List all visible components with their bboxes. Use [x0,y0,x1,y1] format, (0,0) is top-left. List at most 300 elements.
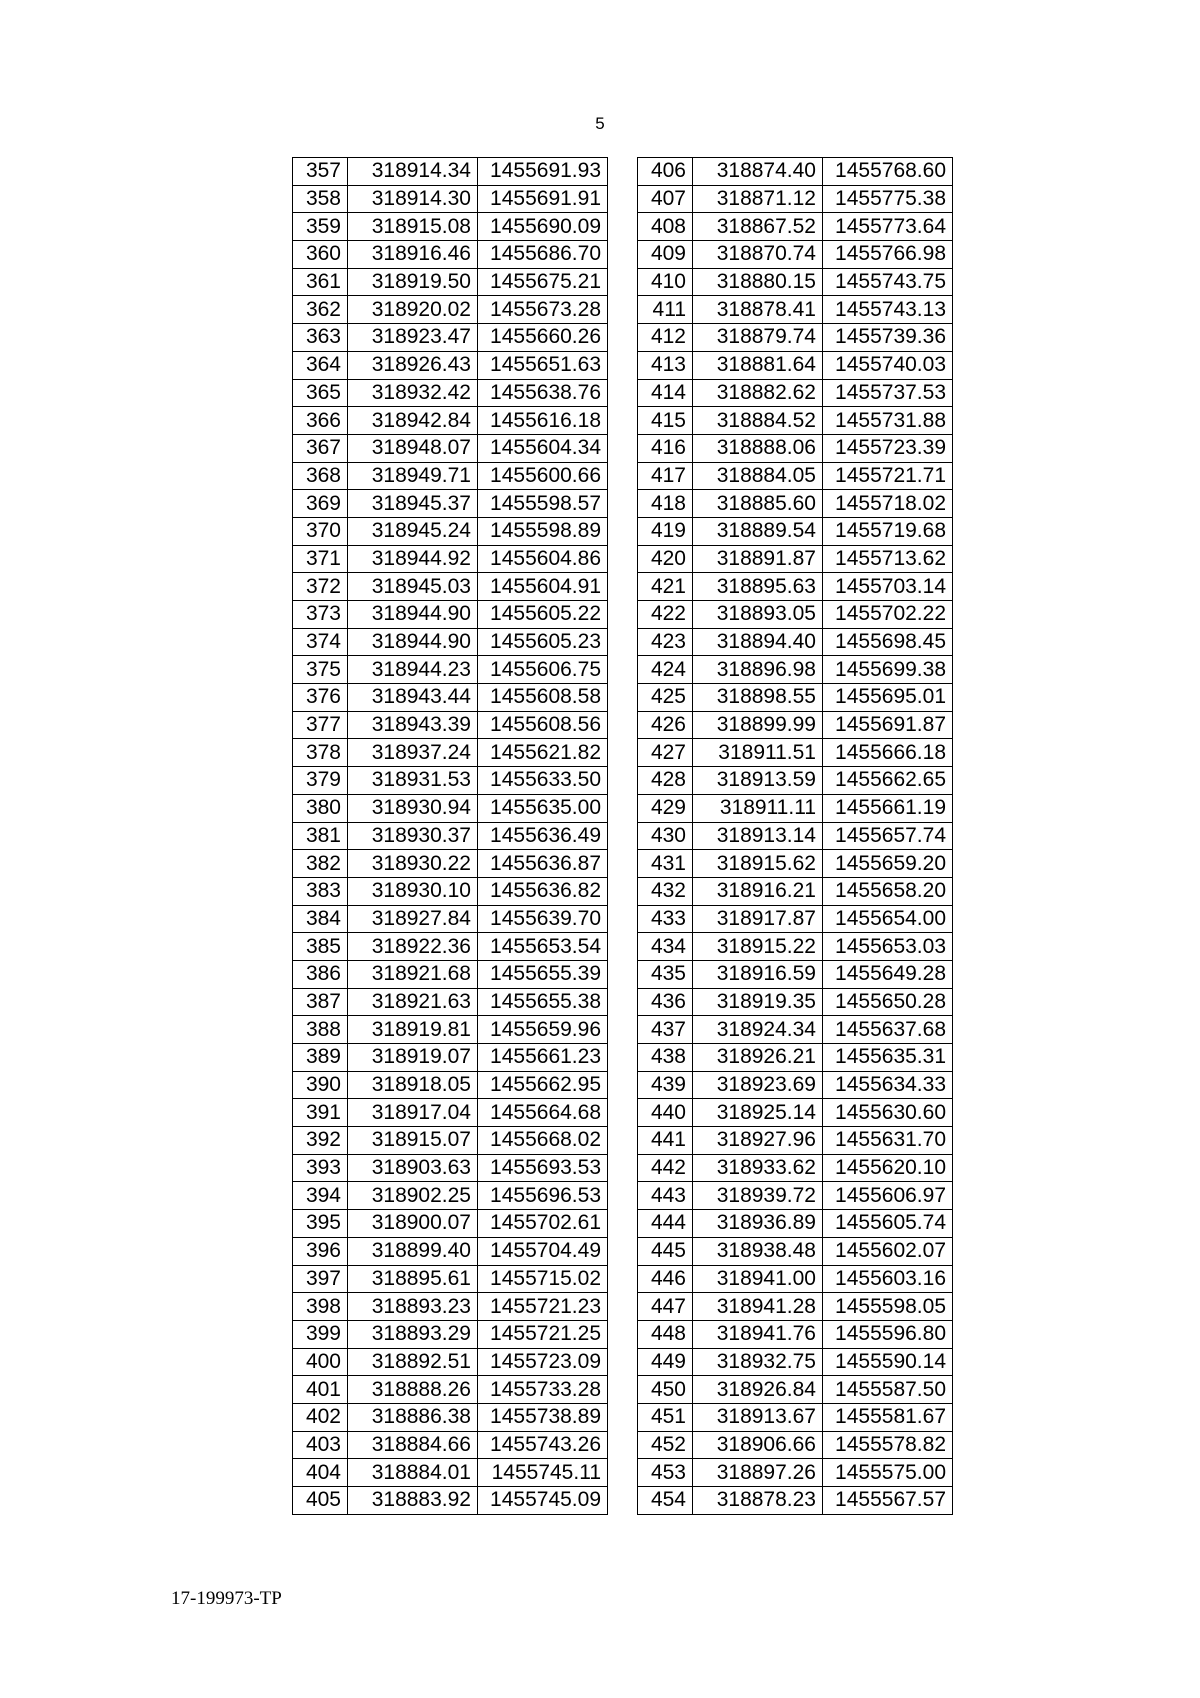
y-coordinate-cell: 1455715.02 [478,1265,608,1293]
x-coordinate-cell: 318948.07 [348,434,478,462]
point-number-cell: 371 [293,545,348,573]
y-coordinate-cell: 1455659.96 [478,1016,608,1044]
y-coordinate-cell: 1455664.68 [478,1099,608,1127]
y-coordinate-cell: 1455635.31 [823,1044,953,1072]
x-coordinate-cell: 318917.04 [348,1099,478,1127]
table-row [293,268,608,296]
point-number-cell: 418 [638,490,693,518]
table-row [293,628,608,656]
y-coordinate-cell: 1455604.34 [478,434,608,462]
x-coordinate-cell: 318936.89 [693,1210,823,1238]
point-number-cell: 357 [293,158,348,186]
y-coordinate-cell: 1455654.00 [823,905,953,933]
table-row [638,711,953,739]
point-number-cell: 394 [293,1182,348,1210]
table-row [638,379,953,407]
point-number-cell: 374 [293,628,348,656]
x-coordinate-cell: 318927.84 [348,905,478,933]
point-number-cell: 370 [293,517,348,545]
point-number-cell: 452 [638,1431,693,1459]
table-row [293,933,608,961]
table-row [638,324,953,352]
table-row [293,601,608,629]
table-row [293,434,608,462]
point-number-cell: 361 [293,268,348,296]
point-number-cell: 404 [293,1459,348,1487]
table-row [293,1487,608,1515]
table-row [638,1154,953,1182]
x-coordinate-cell: 318916.21 [693,877,823,905]
table-row [293,1348,608,1376]
table-row [638,545,953,573]
table-row [638,656,953,684]
x-coordinate-cell: 318892.51 [348,1348,478,1376]
x-coordinate-cell: 318941.28 [693,1293,823,1321]
table-row [293,158,608,186]
y-coordinate-cell: 1455604.86 [478,545,608,573]
table-row [293,1403,608,1431]
x-coordinate-cell: 318949.71 [348,462,478,490]
point-number-cell: 360 [293,241,348,269]
y-coordinate-cell: 1455666.18 [823,739,953,767]
x-coordinate-cell: 318941.76 [693,1320,823,1348]
point-number-cell: 411 [638,296,693,324]
x-coordinate-cell: 318888.06 [693,434,823,462]
x-coordinate-cell: 318925.14 [693,1099,823,1127]
table-row [638,822,953,850]
coordinates-table-right [637,157,953,1515]
y-coordinate-cell: 1455605.22 [478,601,608,629]
x-coordinate-cell: 318923.69 [693,1071,823,1099]
y-coordinate-cell: 1455675.21 [478,268,608,296]
point-number-cell: 379 [293,767,348,795]
x-coordinate-cell: 318888.26 [348,1376,478,1404]
x-coordinate-cell: 318932.75 [693,1348,823,1376]
table-row [638,988,953,1016]
table-row [293,1320,608,1348]
table-row [293,241,608,269]
table-row [638,767,953,795]
x-coordinate-cell: 318944.90 [348,628,478,656]
point-number-cell: 439 [638,1071,693,1099]
x-coordinate-cell: 318918.05 [348,1071,478,1099]
point-number-cell: 405 [293,1487,348,1515]
y-coordinate-cell: 1455659.20 [823,850,953,878]
y-coordinate-cell: 1455636.49 [478,822,608,850]
x-coordinate-cell: 318944.23 [348,656,478,684]
x-coordinate-cell: 318897.26 [693,1459,823,1487]
x-coordinate-cell: 318926.43 [348,351,478,379]
x-coordinate-cell: 318923.47 [348,324,478,352]
table-row [293,462,608,490]
point-number-cell: 419 [638,517,693,545]
table-row [638,185,953,213]
table-row [638,1348,953,1376]
x-coordinate-cell: 318867.52 [693,213,823,241]
x-coordinate-cell: 318939.72 [693,1182,823,1210]
y-coordinate-cell: 1455608.58 [478,684,608,712]
table-row [293,1016,608,1044]
x-coordinate-cell: 318930.10 [348,877,478,905]
table-row [638,1237,953,1265]
x-coordinate-cell: 318945.37 [348,490,478,518]
point-number-cell: 448 [638,1320,693,1348]
point-number-cell: 431 [638,850,693,878]
table-row [638,1265,953,1293]
table-row [638,241,953,269]
y-coordinate-cell: 1455713.62 [823,545,953,573]
x-coordinate-cell: 318943.39 [348,711,478,739]
x-coordinate-cell: 318915.22 [693,933,823,961]
x-coordinate-cell: 318926.84 [693,1376,823,1404]
y-coordinate-cell: 1455661.19 [823,794,953,822]
table-row [638,573,953,601]
table-row [293,1210,608,1238]
point-number-cell: 368 [293,462,348,490]
table-row [293,573,608,601]
table-row [293,1099,608,1127]
y-coordinate-cell: 1455602.07 [823,1237,953,1265]
y-coordinate-cell: 1455745.09 [478,1487,608,1515]
y-coordinate-cell: 1455655.39 [478,960,608,988]
x-coordinate-cell: 318881.64 [693,351,823,379]
table-row [638,296,953,324]
y-coordinate-cell: 1455743.75 [823,268,953,296]
point-number-cell: 373 [293,601,348,629]
point-number-cell: 367 [293,434,348,462]
y-coordinate-cell: 1455616.18 [478,407,608,435]
x-coordinate-cell: 318932.42 [348,379,478,407]
x-coordinate-cell: 318915.07 [348,1127,478,1155]
y-coordinate-cell: 1455637.68 [823,1016,953,1044]
point-number-cell: 427 [638,739,693,767]
point-number-cell: 388 [293,1016,348,1044]
point-number-cell: 435 [638,960,693,988]
y-coordinate-cell: 1455686.70 [478,241,608,269]
point-number-cell: 382 [293,850,348,878]
table-row [293,711,608,739]
y-coordinate-cell: 1455578.82 [823,1431,953,1459]
point-number-cell: 454 [638,1487,693,1515]
table-row [638,1459,953,1487]
y-coordinate-cell: 1455702.61 [478,1210,608,1238]
y-coordinate-cell: 1455661.23 [478,1044,608,1072]
x-coordinate-cell: 318916.59 [693,960,823,988]
x-coordinate-cell: 318943.44 [348,684,478,712]
coordinates-table-right-body [638,158,953,1515]
x-coordinate-cell: 318915.62 [693,850,823,878]
point-number-cell: 429 [638,794,693,822]
y-coordinate-cell: 1455590.14 [823,1348,953,1376]
y-coordinate-cell: 1455699.38 [823,656,953,684]
table-row [293,877,608,905]
point-number-cell: 364 [293,351,348,379]
y-coordinate-cell: 1455768.60 [823,158,953,186]
point-number-cell: 416 [638,434,693,462]
x-coordinate-cell: 318914.30 [348,185,478,213]
y-coordinate-cell: 1455598.05 [823,1293,953,1321]
table-row [638,1487,953,1515]
x-coordinate-cell: 318927.96 [693,1127,823,1155]
x-coordinate-cell: 318930.37 [348,822,478,850]
x-coordinate-cell: 318895.63 [693,573,823,601]
table-row [638,434,953,462]
page-number: 5 [595,114,605,133]
table-row [293,1044,608,1072]
point-number-cell: 409 [638,241,693,269]
table-row [638,1210,953,1238]
point-number-cell: 445 [638,1237,693,1265]
point-number-cell: 386 [293,960,348,988]
x-coordinate-cell: 318896.98 [693,656,823,684]
y-coordinate-cell: 1455636.87 [478,850,608,878]
point-number-cell: 403 [293,1431,348,1459]
x-coordinate-cell: 318882.62 [693,379,823,407]
point-number-cell: 395 [293,1210,348,1238]
y-coordinate-cell: 1455658.20 [823,877,953,905]
table-row [638,517,953,545]
x-coordinate-cell: 318933.62 [693,1154,823,1182]
point-number-cell: 410 [638,268,693,296]
y-coordinate-cell: 1455723.39 [823,434,953,462]
point-number-cell: 414 [638,379,693,407]
y-coordinate-cell: 1455633.50 [478,767,608,795]
table-row [293,1127,608,1155]
table-row [638,1293,953,1321]
x-coordinate-cell: 318919.35 [693,988,823,1016]
point-number-cell: 369 [293,490,348,518]
table-row [293,1376,608,1404]
x-coordinate-cell: 318930.22 [348,850,478,878]
table-row [638,877,953,905]
point-number-cell: 384 [293,905,348,933]
x-coordinate-cell: 318944.92 [348,545,478,573]
x-coordinate-cell: 318900.07 [348,1210,478,1238]
x-coordinate-cell: 318911.51 [693,739,823,767]
x-coordinate-cell: 318917.87 [693,905,823,933]
point-number-cell: 444 [638,1210,693,1238]
y-coordinate-cell: 1455598.57 [478,490,608,518]
x-coordinate-cell: 318886.38 [348,1403,478,1431]
y-coordinate-cell: 1455596.80 [823,1320,953,1348]
point-number-cell: 407 [638,185,693,213]
point-number-cell: 450 [638,1376,693,1404]
point-number-cell: 430 [638,822,693,850]
y-coordinate-cell: 1455673.28 [478,296,608,324]
point-number-cell: 443 [638,1182,693,1210]
table-row [638,407,953,435]
point-number-cell: 358 [293,185,348,213]
y-coordinate-cell: 1455653.54 [478,933,608,961]
coordinates-table-left-body [293,158,608,1515]
y-coordinate-cell: 1455650.28 [823,988,953,1016]
y-coordinate-cell: 1455605.23 [478,628,608,656]
point-number-cell: 446 [638,1265,693,1293]
x-coordinate-cell: 318874.40 [693,158,823,186]
table-row [293,1265,608,1293]
point-number-cell: 413 [638,351,693,379]
point-number-cell: 417 [638,462,693,490]
table-row [638,1320,953,1348]
table-row [638,1403,953,1431]
y-coordinate-cell: 1455719.68 [823,517,953,545]
point-number-cell: 428 [638,767,693,795]
y-coordinate-cell: 1455775.38 [823,185,953,213]
point-number-cell: 424 [638,656,693,684]
x-coordinate-cell: 318884.66 [348,1431,478,1459]
y-coordinate-cell: 1455630.60 [823,1099,953,1127]
y-coordinate-cell: 1455690.09 [478,213,608,241]
point-number-cell: 377 [293,711,348,739]
point-number-cell: 401 [293,1376,348,1404]
x-coordinate-cell: 318884.05 [693,462,823,490]
table-row [638,794,953,822]
point-number-cell: 375 [293,656,348,684]
y-coordinate-cell: 1455581.67 [823,1403,953,1431]
table-row [638,1099,953,1127]
y-coordinate-cell: 1455695.01 [823,684,953,712]
y-coordinate-cell: 1455653.03 [823,933,953,961]
x-coordinate-cell: 318921.63 [348,988,478,1016]
x-coordinate-cell: 318919.50 [348,268,478,296]
x-coordinate-cell: 318913.14 [693,822,823,850]
x-coordinate-cell: 318911.11 [693,794,823,822]
table-row [638,490,953,518]
table-row [293,351,608,379]
point-number-cell: 451 [638,1403,693,1431]
y-coordinate-cell: 1455766.98 [823,241,953,269]
coordinates-table-left [292,157,608,1515]
y-coordinate-cell: 1455621.82 [478,739,608,767]
point-number-cell: 423 [638,628,693,656]
y-coordinate-cell: 1455620.10 [823,1154,953,1182]
table-row [293,739,608,767]
table-row [293,407,608,435]
point-number-cell: 363 [293,324,348,352]
x-coordinate-cell: 318885.60 [693,490,823,518]
table-row [293,1237,608,1265]
point-number-cell: 421 [638,573,693,601]
point-number-cell: 389 [293,1044,348,1072]
x-coordinate-cell: 318930.94 [348,794,478,822]
y-coordinate-cell: 1455634.33 [823,1071,953,1099]
x-coordinate-cell: 318898.55 [693,684,823,712]
x-coordinate-cell: 318913.59 [693,767,823,795]
y-coordinate-cell: 1455662.95 [478,1071,608,1099]
x-coordinate-cell: 318878.23 [693,1487,823,1515]
point-number-cell: 387 [293,988,348,1016]
point-number-cell: 440 [638,1099,693,1127]
y-coordinate-cell: 1455731.88 [823,407,953,435]
point-number-cell: 380 [293,794,348,822]
table-row [293,490,608,518]
point-number-cell: 447 [638,1293,693,1321]
y-coordinate-cell: 1455745.11 [478,1459,608,1487]
x-coordinate-cell: 318893.29 [348,1320,478,1348]
point-number-cell: 385 [293,933,348,961]
table-row [293,905,608,933]
table-row [293,684,608,712]
table-row [293,213,608,241]
table-row [638,1071,953,1099]
point-number-cell: 453 [638,1459,693,1487]
table-row [293,517,608,545]
point-number-cell: 426 [638,711,693,739]
x-coordinate-cell: 318879.74 [693,324,823,352]
x-coordinate-cell: 318945.03 [348,573,478,601]
point-number-cell: 392 [293,1127,348,1155]
y-coordinate-cell: 1455721.23 [478,1293,608,1321]
y-coordinate-cell: 1455662.65 [823,767,953,795]
table-row [293,1431,608,1459]
table-row [293,545,608,573]
y-coordinate-cell: 1455638.76 [478,379,608,407]
table-row [638,601,953,629]
x-coordinate-cell: 318899.40 [348,1237,478,1265]
x-coordinate-cell: 318884.01 [348,1459,478,1487]
table-row [638,739,953,767]
x-coordinate-cell: 318878.41 [693,296,823,324]
point-number-cell: 359 [293,213,348,241]
point-number-cell: 402 [293,1403,348,1431]
point-number-cell: 400 [293,1348,348,1376]
table-row [293,1459,608,1487]
y-coordinate-cell: 1455660.26 [478,324,608,352]
y-coordinate-cell: 1455721.71 [823,462,953,490]
x-coordinate-cell: 318919.07 [348,1044,478,1072]
y-coordinate-cell: 1455668.02 [478,1127,608,1155]
y-coordinate-cell: 1455737.53 [823,379,953,407]
point-number-cell: 442 [638,1154,693,1182]
y-coordinate-cell: 1455721.25 [478,1320,608,1348]
y-coordinate-cell: 1455703.14 [823,573,953,601]
table-row [293,960,608,988]
table-row [638,1431,953,1459]
document-code: 17-199973-TP [171,1588,282,1609]
point-number-cell: 408 [638,213,693,241]
x-coordinate-cell: 318902.25 [348,1182,478,1210]
x-coordinate-cell: 318944.90 [348,601,478,629]
table-row [638,960,953,988]
y-coordinate-cell: 1455639.70 [478,905,608,933]
table-row [293,1071,608,1099]
point-number-cell: 362 [293,296,348,324]
x-coordinate-cell: 318883.92 [348,1487,478,1515]
point-number-cell: 398 [293,1293,348,1321]
y-coordinate-cell: 1455691.87 [823,711,953,739]
x-coordinate-cell: 318937.24 [348,739,478,767]
point-number-cell: 390 [293,1071,348,1099]
y-coordinate-cell: 1455635.00 [478,794,608,822]
y-coordinate-cell: 1455605.74 [823,1210,953,1238]
table-row [638,462,953,490]
x-coordinate-cell: 318906.66 [693,1431,823,1459]
x-coordinate-cell: 318926.21 [693,1044,823,1072]
point-number-cell: 412 [638,324,693,352]
point-number-cell: 365 [293,379,348,407]
x-coordinate-cell: 318893.23 [348,1293,478,1321]
y-coordinate-cell: 1455600.66 [478,462,608,490]
point-number-cell: 378 [293,739,348,767]
y-coordinate-cell: 1455743.26 [478,1431,608,1459]
table-row [638,905,953,933]
y-coordinate-cell: 1455649.28 [823,960,953,988]
y-coordinate-cell: 1455691.91 [478,185,608,213]
point-number-cell: 432 [638,877,693,905]
point-number-cell: 397 [293,1265,348,1293]
table-row [293,850,608,878]
point-number-cell: 366 [293,407,348,435]
